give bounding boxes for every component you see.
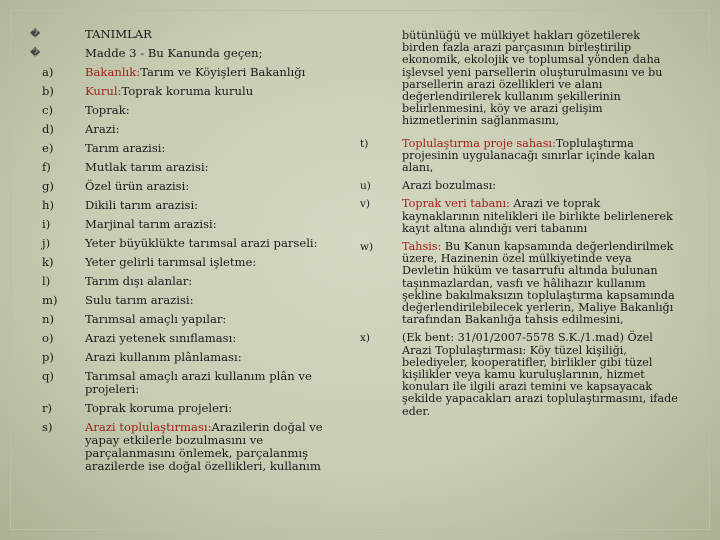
list-marker: p) [42,350,54,364]
list-item [30,313,350,326]
definition-text: Toprak: [85,103,130,117]
term-label: Toprak veri tabanı: [402,197,510,211]
definition-text: Tarım ve Köyişleri Bakanlığı [140,65,306,79]
article-text: Madde 3 - Bu Kanunda geçen; [85,46,263,60]
definition-text: Arazi: [85,122,120,136]
list-marker: h) [42,198,54,212]
list-marker: n) [42,312,54,326]
list-marker: m) [42,293,58,307]
list-marker: r) [42,401,53,415]
list-marker: s) [42,420,53,434]
definition-text: Mutlak tarım arazisi: [85,160,209,174]
definition-text: Yeter büyüklükte tarımsal arazi parseli: [85,236,318,250]
list-item [30,370,350,396]
definition-text: Arazi ve toprak kaynaklarının nitelikleri ile birlikte belirlenerek kayıt altına alındığı veri tabanını [402,197,673,235]
definition-text: Sulu tarım arazisi: [85,293,194,307]
list-item [30,199,350,212]
right-column [360,30,680,424]
list-item [30,180,350,193]
definition-text: Arazi bozulması: [402,179,497,193]
list-item [30,218,350,231]
list-marker: e) [42,141,54,155]
definition-text: Tarım arazisi: [85,141,166,155]
left-column [30,28,350,479]
term-label: Bakanlık: [85,65,141,79]
list-item [30,161,350,174]
list-marker: x) [360,332,371,345]
definition-text: Toprak koruma projeleri: [85,401,233,415]
list-marker: q) [42,369,54,383]
term-label: Arazi toplulaştırması: [85,420,212,434]
list-marker: b) [42,84,54,98]
definition-text: (Ek bent: 31/01/2007-5578 S.K./1.mad) Özel Arazi Toplulaştırması: Köy tüzel kişiliği, belediyeler, kooperatifler, birlikler gibi tüzel kişilikler veya kamu kuruluşlarının, hizmet konuları ile ilgili arazi temini ve kapsayacak şekilde yapacakları arazi toplulaştırmasını, ifade eder. [402,331,678,418]
term-label: Kurul: [85,84,122,98]
list-marker: i) [42,217,51,231]
list-item [360,198,680,235]
heading-text: TANIMLAR [85,27,152,41]
list-marker: a) [42,65,54,79]
definition-text: Tarımsal amaçlı arazi kullanım plân ve projeleri: [85,369,312,396]
list-marker: l) [42,274,51,288]
list-item [30,237,350,250]
list-item [30,351,350,364]
definition-text: Dikili tarım arazisi: [85,198,199,212]
term-label: Toplulaştırma proje sahası: [402,136,556,150]
list-item [30,66,350,79]
list-marker: j) [42,236,51,250]
definition-text: Marjinal tarım arazisi: [85,217,217,231]
list-marker: o) [42,331,54,345]
list-item [30,104,350,117]
definition-text: Tarım dışı alanlar: [85,274,193,288]
list-item [30,421,350,473]
term-label: Tahsis: [402,240,442,254]
list-item [30,294,350,307]
list-marker: v) [360,198,371,211]
list-item [360,180,680,192]
definition-text: Tarımsal amaçlı yapılar: [85,312,227,326]
list-item [30,85,350,98]
list-marker: d) [42,122,54,136]
definition-text: Arazi yetenek sınıflaması: [85,331,237,345]
list-marker: c) [42,103,54,117]
list-marker: f) [42,160,51,174]
list-item [30,256,350,269]
list-item [360,332,680,417]
list-marker: u) [360,180,371,193]
definition-text: Toplulaştırma projesinin uygulanacağı sınırlar içinde kalan alanı, [402,136,655,175]
list-item [30,402,350,415]
list-marker: t) [360,137,369,150]
list-item [30,142,350,155]
list-marker: w) [360,241,374,254]
definition-text: Toprak koruma kurulu [121,84,254,98]
bullet-icon: � [30,29,41,40]
list-marker: g) [42,179,54,193]
definition-text: Yeter gelirli tarımsal işletme: [85,255,257,269]
list-marker: k) [42,255,54,269]
list-item [360,241,680,326]
bullet-icon: � [30,48,41,59]
list-item [30,275,350,288]
definition-text: Bu Kanun kapsamında değerlendirilmek üzere, Hazinenin özel mülkiyetinde veya Devletin hüküm ve tasarrufu altında bulunan taşınmazlardan, vasfı ve hâlihazır kullanım şekline bakılmaksızın toplulaştırma kapsamında değerlendirilebilecek yerlerin, Maliye Bakanlığı tarafından Bakanlığa tahsis edilmesini, [402,240,675,327]
definition-text: Özel ürün arazisi: [85,179,190,193]
definition-text: Arazi kullanım plânlaması: [85,350,242,364]
continuation-text: bütünlüğü ve mülkiyet hakları gözetilerek birden fazla arazi parçasının birleştirilip ekonomik, ekolojik ve toplumsal yönden daha işlevsel yeni parsellerin oluşturulmasını ve bu parsellerin arazi özellikleri ve alanı değerlendirilerek kullanım şekillerinin belirlenmesini, köy ve arazi gelişim hizmetlerinin sağlanmasını, [402,29,663,128]
list-item [30,47,350,60]
list-item [360,138,680,175]
list-item [30,332,350,345]
list-item [30,28,350,41]
list-item [30,123,350,136]
definition-text: Arazilerin doğal ve yapay etkilerle bozulmasını ve parçalanmasını önlemek, parçalanmış arazilerde ise doğal özellikleri, kullanım [85,420,323,473]
